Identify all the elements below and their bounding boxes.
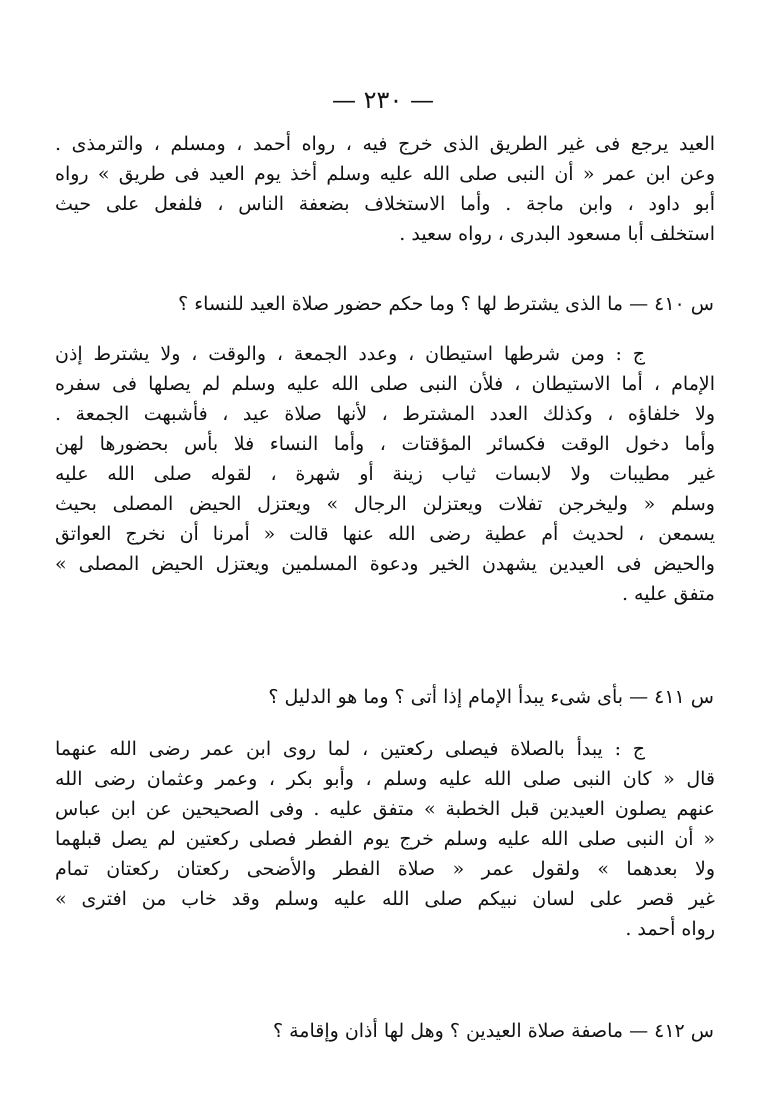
text-line: غير قصر على لسان نبيكم صلى الله عليه وسلم وقد خاب من افترى »	[55, 888, 715, 910]
text-line: رواه أحمد .	[625, 918, 715, 940]
text-line: استخلف أبا مسعود البدرى ، رواه سعيد .	[399, 223, 715, 245]
text-line: الإمام ، أما الاستيطان ، فلأن النبى صلى الله عليه وسلم لم يصلها فى سفره	[55, 373, 715, 395]
text-line: يسمعن ، لحديث أم عطية رضى الله عنها قالت « أمرنا أن نخرج العواتق	[55, 523, 715, 545]
text-line: والحيض فى العيدين يشهدن الخير ودعوة المسلمين ويعتزل الحيض المصلى »	[55, 553, 715, 575]
answer-410	[55, 339, 715, 609]
page-number: — ٢٣٠ —	[332, 86, 434, 114]
text-line: ج : يبدأ بالصلاة فيصلى ركعتين ، لما روى ابن عمر رضى الله عنهما	[55, 738, 645, 760]
text-line: قال « كان النبى صلى الله عليه وسلم ، وأبو بكر ، وعمر وعثمان رضى الله	[55, 768, 715, 790]
text-line: عنهم يصلون العيدين قبل الخطبة » متفق عليه . وفى الصحيحين عن ابن عباس	[55, 798, 715, 820]
question-412: س ٤١٢ — ماصفة صلاة العيدين ؟ وهل لها أذان وإقامة ؟	[272, 1020, 714, 1042]
text-line: وسلم « وليخرجن تفلات ويعتزلن الرجال » ويعتزل الحيض المصلى بحيث	[55, 493, 715, 515]
answer-411	[55, 734, 715, 944]
text-line: غير مطيبات ولا لابسات ثياب زينة أو شهرة ، لقوله صلى الله عليه	[55, 463, 715, 485]
text-line: « أن النبى صلى الله عليه وسلم خرج يوم الفطر فصلى ركعتين لم يصل قبلهما	[55, 828, 715, 850]
continuation-paragraph	[55, 129, 715, 249]
text-line: أبو داود ، وابن ماجة . وأما الاستخلاف بضعفة الناس ، فلفعل على حيث	[55, 193, 715, 215]
question-410: س ٤١٠ — ما الذى يشترط لها ؟ وما حكم حضور صلاة العيد للنساء ؟	[178, 293, 714, 315]
text-line: متفق عليه .	[621, 583, 715, 605]
text-line: ولا بعدهما » ولقول عمر « صلاة الفطر والأضحى ركعتان ركعتان تمام	[55, 858, 715, 880]
text-line: ج : ومن شرطها استيطان ، وعدد الجمعة ، والوقت ، ولا يشترط إذن	[55, 343, 645, 365]
question-411: س ٤١١ — بأى شىء يبدأ الإمام إذا أتى ؟ وما هو الدليل ؟	[268, 686, 714, 708]
text-line: العيد يرجع فى غير الطريق الذى خرج فيه ، رواه أحمد ، ومسلم ، والترمذى .	[55, 133, 715, 155]
text-line: وأما دخول الوقت فكسائر المؤقتات ، وأما النساء فلا بأس بحضورها لهن	[55, 433, 715, 455]
text-line: ولا خلفاؤه ، وكذلك العدد المشترط ، لأنها صلاة عيد ، فأشبهت الجمعة .	[55, 403, 715, 425]
text-line: وعن ابن عمر « أن النبى صلى الله عليه وسلم أخذ يوم العيد فى طريق » رواه	[55, 163, 715, 185]
